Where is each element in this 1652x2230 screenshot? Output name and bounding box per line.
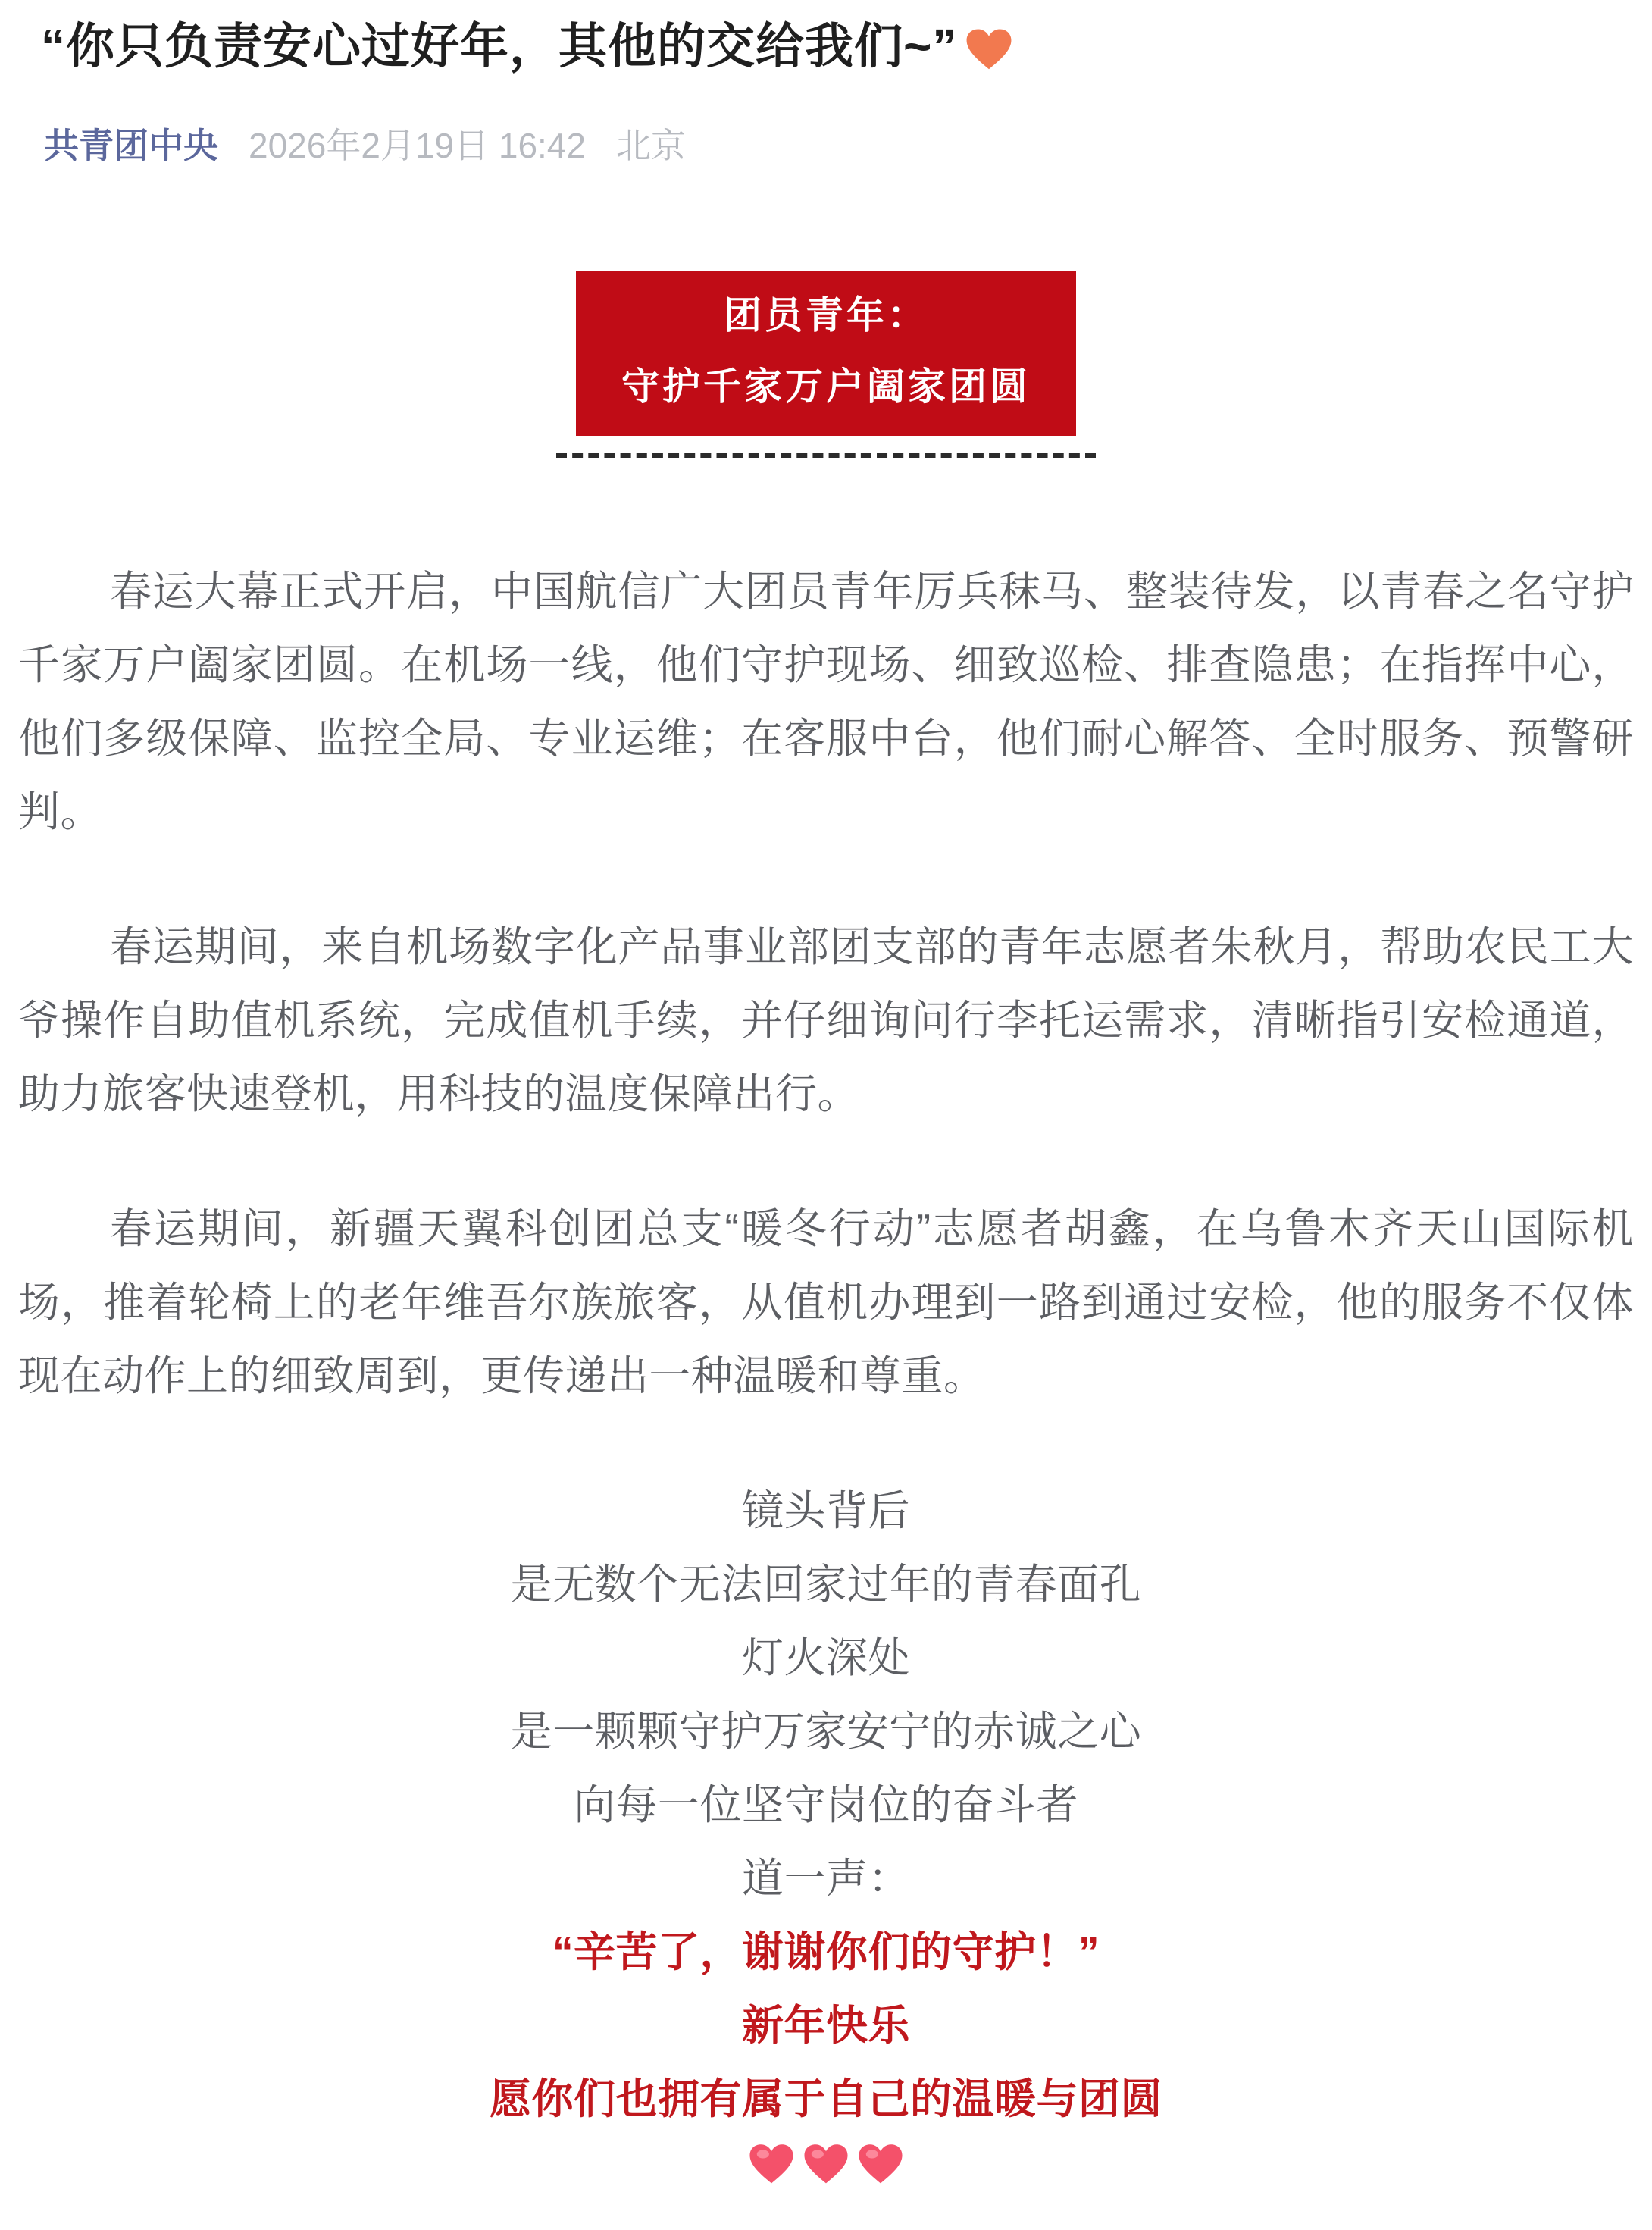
poem-line: 是无数个无法回家过年的青春面孔 — [510, 1561, 1142, 1608]
dashed-divider — [556, 453, 1096, 458]
poem-line: 是一颗颗守护万家安宁的赤诚之心 — [510, 1708, 1142, 1755]
article-body — [18, 555, 1634, 1413]
paragraph-3: 春运期间，新疆天翼科创团总支“暖冬行动”志愿者胡鑫，在乌鲁木齐天山国际机场，推着轮椅上的老年维吾尔族旅客，从值机办理到一路到通过安检，他的服务不仅体现在动作上的细致周到，更传递出一种温暖和尊重。 — [18, 1205, 1634, 1399]
hearts-row — [0, 2142, 1652, 2186]
banner-line-1: 团员青年： — [724, 294, 928, 337]
poem-red-line: “辛苦了，谢谢你们的守护！” — [552, 1928, 1100, 1975]
paragraph-1: 春运大幕正式开启，中国航信广大团员青年厉兵秣马、整装待发，以青春之名守护千家万户阖家团圆。在机场一线，他们守护现场、细致巡检、排查隐患；在指挥中心，他们多级保障、监控全局、专业运维；在客服中台，他们耐心解答、全时服务、预警研判。 — [18, 568, 1634, 835]
poem-line: 道一声： — [741, 1855, 910, 1902]
pink-heart-icon — [857, 2142, 904, 2186]
poem-line: 灯火深处 — [741, 1634, 910, 1681]
orange-heart-icon — [965, 27, 1013, 71]
pink-heart-icon — [803, 2142, 849, 2186]
post-location: 北京 — [615, 126, 686, 165]
poem-line: 镜头背后 — [741, 1487, 910, 1534]
paragraph-2: 春运期间，来自机场数字化产品事业部团支部的青年志愿者朱秋月，帮助农民工大爷操作自助值机系统，完成值机手续，并仔细询问行李托运需求，清晰指引安检通道，助力旅客快速登机，用科技的温度保障出行。 — [18, 923, 1634, 1117]
page-title — [41, 18, 1607, 75]
post-date: 2026年2月19日 16:42 — [249, 126, 586, 165]
author-link[interactable]: 共青团中央 — [44, 126, 218, 165]
poem-red-line: 新年快乐 — [741, 2002, 910, 2049]
poem-line: 向每一位坚守岗位的奋斗者 — [573, 1781, 1078, 1828]
poem-block — [18, 1474, 1634, 2136]
banner-line-2: 守护千家万户阖家团圆 — [621, 365, 1031, 408]
red-banner — [576, 271, 1076, 436]
poem-red-line: 愿你们也拥有属于自己的温暖与团圆 — [489, 2075, 1162, 2122]
pink-heart-icon — [748, 2142, 795, 2186]
post-title-text: “你只负责安心过好年，其他的交给我们~” — [41, 19, 958, 74]
post-meta — [44, 125, 1652, 166]
